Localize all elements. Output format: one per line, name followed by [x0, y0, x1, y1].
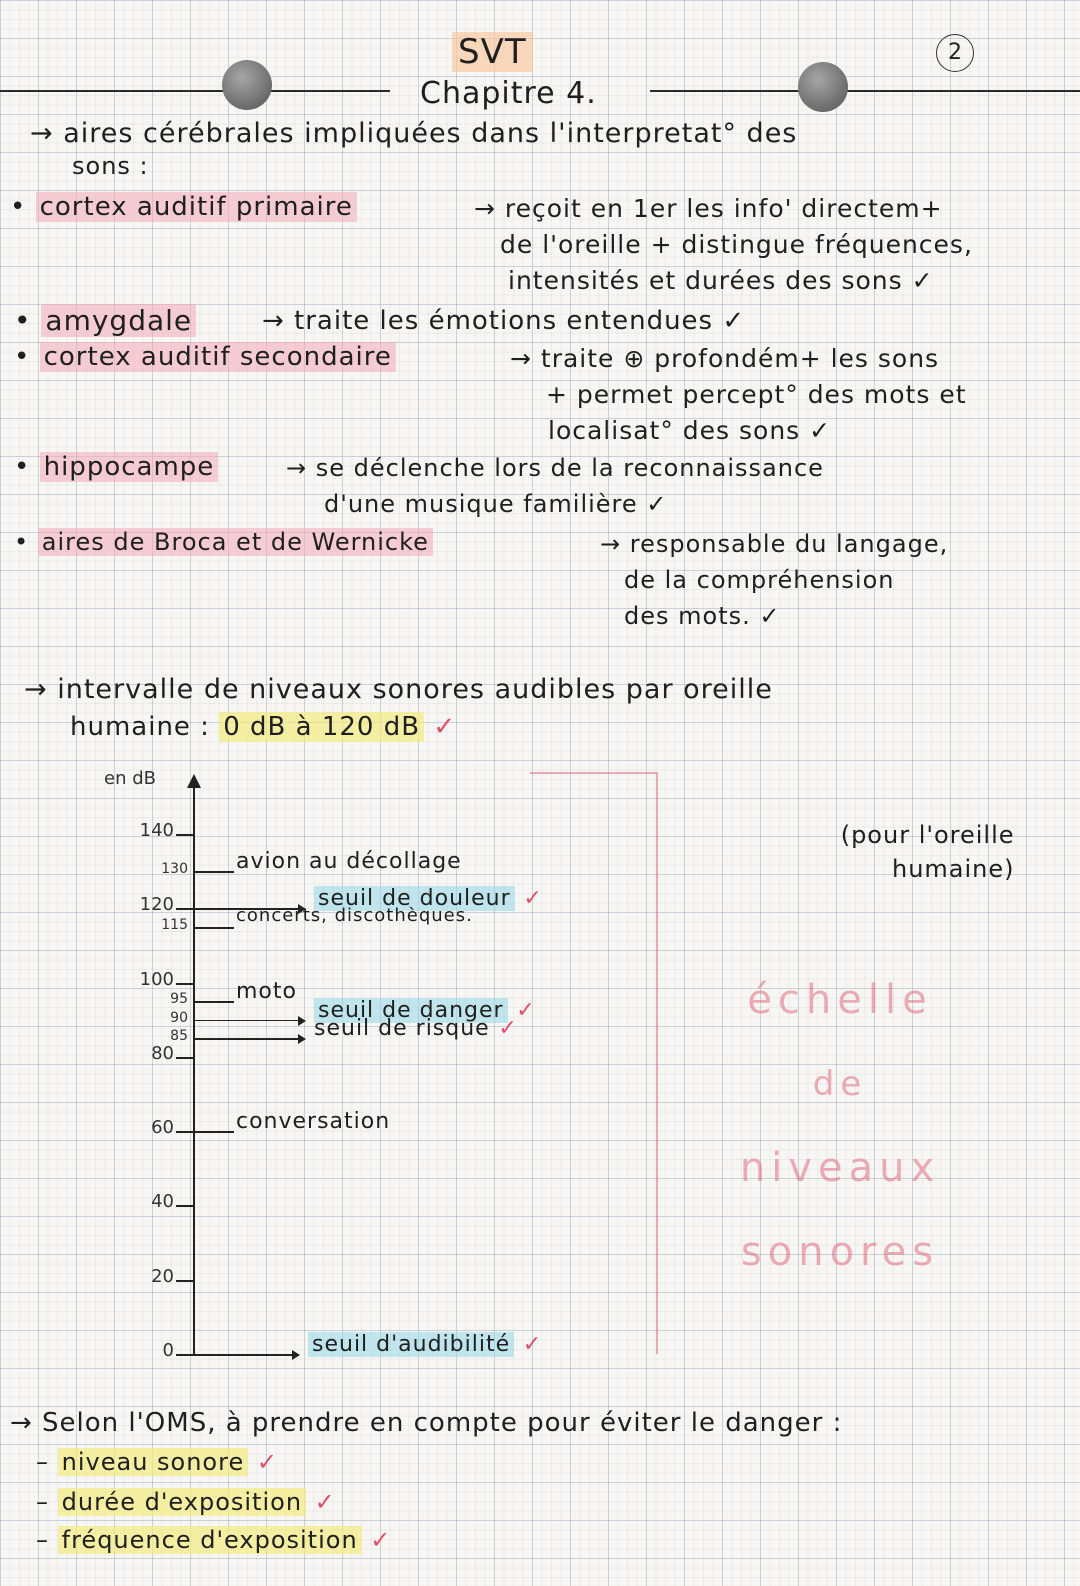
check-mark: ✓: [433, 712, 457, 742]
y-tick: [176, 908, 194, 910]
item-term: cortex auditif secondaire: [40, 342, 396, 372]
item-desc: → traite ⊕ profondém+ les sons: [510, 344, 940, 373]
annotation-text: seuil de douleur: [314, 886, 515, 911]
section1-intro-cont: sons :: [72, 152, 149, 180]
section2-line2: [70, 712, 456, 742]
audible-range: 0 dB à 120 dB: [219, 712, 424, 742]
subject-title: SVT: [452, 32, 533, 72]
section1-intro: → aires cérébrales impliquées dans l'interpretat° des: [30, 118, 798, 149]
annotation-arrow: [194, 1038, 304, 1040]
list-item: • cortex auditif secondaire: [14, 342, 396, 372]
annotation-label: moto: [236, 979, 297, 1005]
check-mark: ✓: [314, 1488, 336, 1516]
list-item: – durée d'exposition ✓: [36, 1488, 336, 1516]
section3-intro: → Selon l'OMS, à prendre en compte pour éviter le danger :: [10, 1408, 843, 1438]
y-tick-label: 40: [151, 1191, 174, 1213]
y-minor-tick-label: 90: [170, 1009, 188, 1026]
y-tick: [176, 1205, 194, 1207]
item-desc: → traite les émotions entendues ✓: [262, 306, 746, 336]
y-tick-label: 60: [151, 1117, 174, 1139]
y-minor-tick-label: 95: [170, 991, 188, 1008]
y-minor-tick-label: 130: [161, 861, 188, 878]
list-item: – niveau sonore ✓: [36, 1448, 278, 1476]
y-tick: [176, 1131, 194, 1133]
annotation-line: [194, 1001, 234, 1003]
y-tick-label: 120: [139, 894, 174, 916]
y-axis-label: en dB: [104, 768, 156, 789]
item-term: cortex auditif primaire: [36, 192, 357, 222]
check-mark: ✓: [256, 1448, 278, 1476]
y-minor-tick-label: 115: [161, 916, 188, 933]
item-desc: de la compréhension: [624, 566, 895, 594]
check-mark: ✓: [514, 886, 543, 912]
annotation-line: [194, 927, 234, 929]
item-term: amygdale: [41, 304, 196, 337]
scale-box-title: échelle de niveaux sonores: [739, 977, 941, 1275]
annotation-label: concerts, discothèques.: [236, 904, 473, 926]
y-tick: [176, 1354, 194, 1356]
y-tick: [176, 983, 194, 985]
item-desc: + permet percept° des mots et: [546, 380, 967, 409]
item-term: hippocampe: [40, 452, 219, 482]
y-tick-label: 140: [139, 820, 174, 841]
annotation-label: [314, 1016, 518, 1041]
annotation-label: [308, 1332, 542, 1357]
annotation-label: conversation: [236, 1109, 391, 1135]
annotation-text: seuil d'audibilité: [308, 1332, 514, 1357]
item-desc: localisat° des sons ✓: [548, 416, 832, 445]
y-tick: [176, 834, 194, 836]
y-axis-arrow: [187, 774, 201, 788]
oms-item: durée d'exposition: [58, 1488, 306, 1516]
check-mark: ✓: [370, 1526, 392, 1554]
annotation-arrow: [194, 1354, 298, 1356]
y-tick-label: 0: [162, 1340, 174, 1361]
sound-level-chart: [0, 760, 1080, 1380]
header-rule-right: [650, 90, 1080, 92]
section2-line1: → intervalle de niveaux sonores audibles par oreille: [24, 674, 773, 705]
annotation-line: [194, 871, 234, 873]
chapter-title: Chapitre 4.: [420, 76, 597, 111]
item-desc: → responsable du langage,: [600, 530, 949, 558]
check-mark: ✓: [489, 1016, 518, 1042]
binder-hole-right: [798, 62, 848, 112]
side-note: (pour l'oreille humaine): [840, 821, 1015, 883]
annotation-arrow: [194, 1020, 304, 1022]
page-number: 2: [936, 34, 974, 72]
list-item: – fréquence d'exposition ✓: [36, 1526, 392, 1554]
list-item: • cortex auditif primaire: [10, 192, 357, 222]
y-tick: [176, 1280, 194, 1282]
y-tick-label: 20: [151, 1265, 174, 1287]
annotation-text: seuil de risque: [314, 1016, 490, 1042]
list-item: • hippocampe: [14, 452, 218, 482]
item-desc: de l'oreille + distingue fréquences,: [500, 230, 973, 259]
oms-item: niveau sonore: [58, 1448, 249, 1476]
header-rule-left: [0, 90, 390, 92]
list-item: • aires de Broca et de Wernicke: [14, 528, 433, 556]
list-item: • amygdale: [14, 304, 196, 337]
y-tick-label: 80: [151, 1042, 174, 1064]
check-mark: ✓: [514, 1332, 543, 1357]
item-desc: → reçoit en 1er les info' directem+: [474, 194, 943, 223]
check-mark: ✓: [507, 997, 536, 1023]
annotation-line: [194, 1131, 234, 1133]
item-desc: → se déclenche lors de la reconnaissance: [286, 454, 824, 482]
y-tick: [176, 1057, 194, 1059]
scale-box: [530, 772, 658, 1354]
item-desc: d'une musique familière ✓: [324, 490, 668, 518]
item-desc: intensités et durées des sons ✓: [508, 266, 934, 295]
annotation-label: avion au décollage: [236, 849, 462, 875]
y-minor-tick-label: 85: [170, 1028, 188, 1045]
binder-hole-left: [222, 60, 272, 110]
y-tick-label: 100: [139, 968, 174, 990]
item-desc: des mots. ✓: [624, 602, 781, 630]
annotation-text: seuil de danger: [314, 998, 508, 1023]
item-term: aires de Broca et de Wernicke: [38, 528, 433, 556]
section2-prefix: humaine :: [70, 712, 210, 742]
oms-item: fréquence d'exposition: [58, 1526, 362, 1554]
